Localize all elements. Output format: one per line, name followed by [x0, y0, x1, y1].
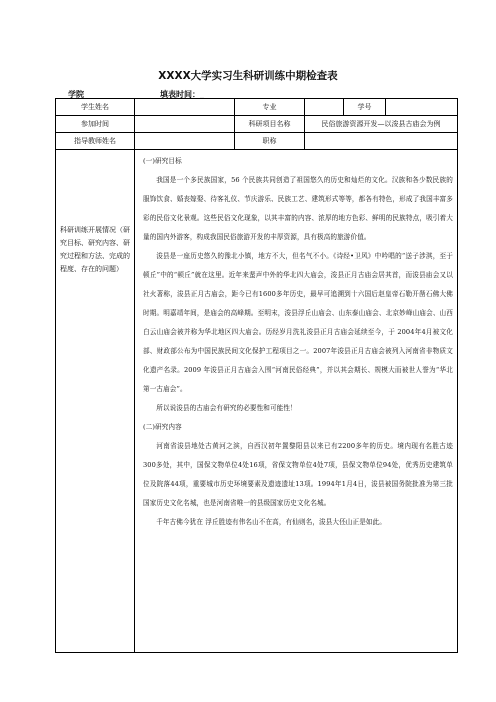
- table-row: [56, 99, 458, 116]
- table-row: [56, 150, 458, 653]
- advisor-label: 指导教师姓名: [56, 133, 135, 150]
- major-label: 专业: [235, 99, 305, 116]
- advisor-field[interactable]: [135, 133, 235, 150]
- fill-date-label: 填表时间：_: [160, 90, 204, 99]
- progress-label: 科研训练开展情况（研究目标、研究内容、研究过程和方法、完成的程度、存在的问题）: [56, 150, 135, 653]
- title-label: 职称: [235, 133, 305, 150]
- title-field[interactable]: [305, 133, 458, 150]
- participation-time-field[interactable]: [135, 116, 235, 133]
- table-row: [56, 133, 458, 150]
- inspection-form-table: [55, 98, 458, 653]
- paragraph: 河南省浚县地处古黄河之滨，自西汉初年置黎阳县以来已有2200多年的历史。境内现有名胜古迹300多处，其中，国保文物单位4处16项，省保文物单位4处7项，县保文物单位94处，优秀历史建筑单位及院落44项，重要城市历史环境要素及遗迹遗址13项。1994年1月4日，浚县被国务院批准为第三批国家历史文化名城，也是河南省唯一的县级国家历史文化名城。: [143, 442, 453, 507]
- student-id-label: 学号: [344, 99, 386, 116]
- college-label: 学院: [68, 90, 84, 99]
- section-heading: (二)研究内容: [143, 423, 182, 431]
- page-title: XXXX大学实习生科研训练中期检查表: [158, 70, 338, 82]
- table-row: [56, 116, 458, 133]
- section-heading: (一)研究目标: [143, 157, 182, 165]
- major-field[interactable]: [305, 99, 344, 116]
- progress-content: [135, 150, 458, 653]
- paragraph: 浚县是一座历史悠久的豫北小镇，地方不大，但名气不小。《诗经•卫风》中吟唱的“送子涉淇，至于顿丘”中的“顿丘”就在这里。近年来蜚声中外的华北四大庙会，浚县正月古庙会居其首，而浚县庙会又以社火著称，浚县正月古庙会，距今已有1600多年历史，最早可追溯到十六国后赵皇帝石勒开凿石佛大佛时期。明嘉靖年间，是庙会的高峰期。至明末，浚县浮丘山庙会、山东泰山庙会、北京妙峰山庙会、山西白云山庙会被并称为华北地区四大庙会。历经岁月洗礼浚县正月古庙会延续至今，于 2004年4月被文化部、财政部公布为中国民族民间文化保护工程项目之一。2007年浚县正月古庙会被列入河南省非物质文化遗产名录。2009 年浚县正月古庙会入围“河南民俗经典”，并以其会期长、规模大而被世人誉为“华北第一古庙会”。: [143, 252, 453, 393]
- participation-time-label: 参加时间: [56, 116, 135, 133]
- project-name-value: 民俗旅游资源开发—以浚县古庙会为例: [305, 116, 458, 133]
- student-id-field[interactable]: [386, 99, 458, 116]
- student-name-label: 学生姓名: [56, 99, 135, 116]
- paragraph: 千年古佛今犹在 浮丘胜迹有伟名山不在高，有仙则名，浚县大伾山正是如此。: [156, 518, 386, 526]
- paragraph: 我国是一个多民族国家，56 个民族共同创造了祖国悠久的历史和灿烂的文化。汉族和各少数民族的服饰饮食、婚丧嫁娶、待客礼仪、节庆游乐、民族工艺、建筑形式等等，都各有特色，形成了我国丰富多彩的民俗文化景观。这些民俗文化现象，以其丰富的内容、浓厚的地方色彩、鲜明的民族特点，吸引着大量的国内外游客，构成我国民俗旅游开发的丰厚资源，具有极高的旅游价值。: [143, 176, 453, 241]
- project-name-label: 科研项目名称: [235, 116, 305, 133]
- student-name-field[interactable]: [135, 99, 235, 116]
- paragraph: 所以说浚县的古庙会有研究的必要性和可能性！: [156, 404, 297, 412]
